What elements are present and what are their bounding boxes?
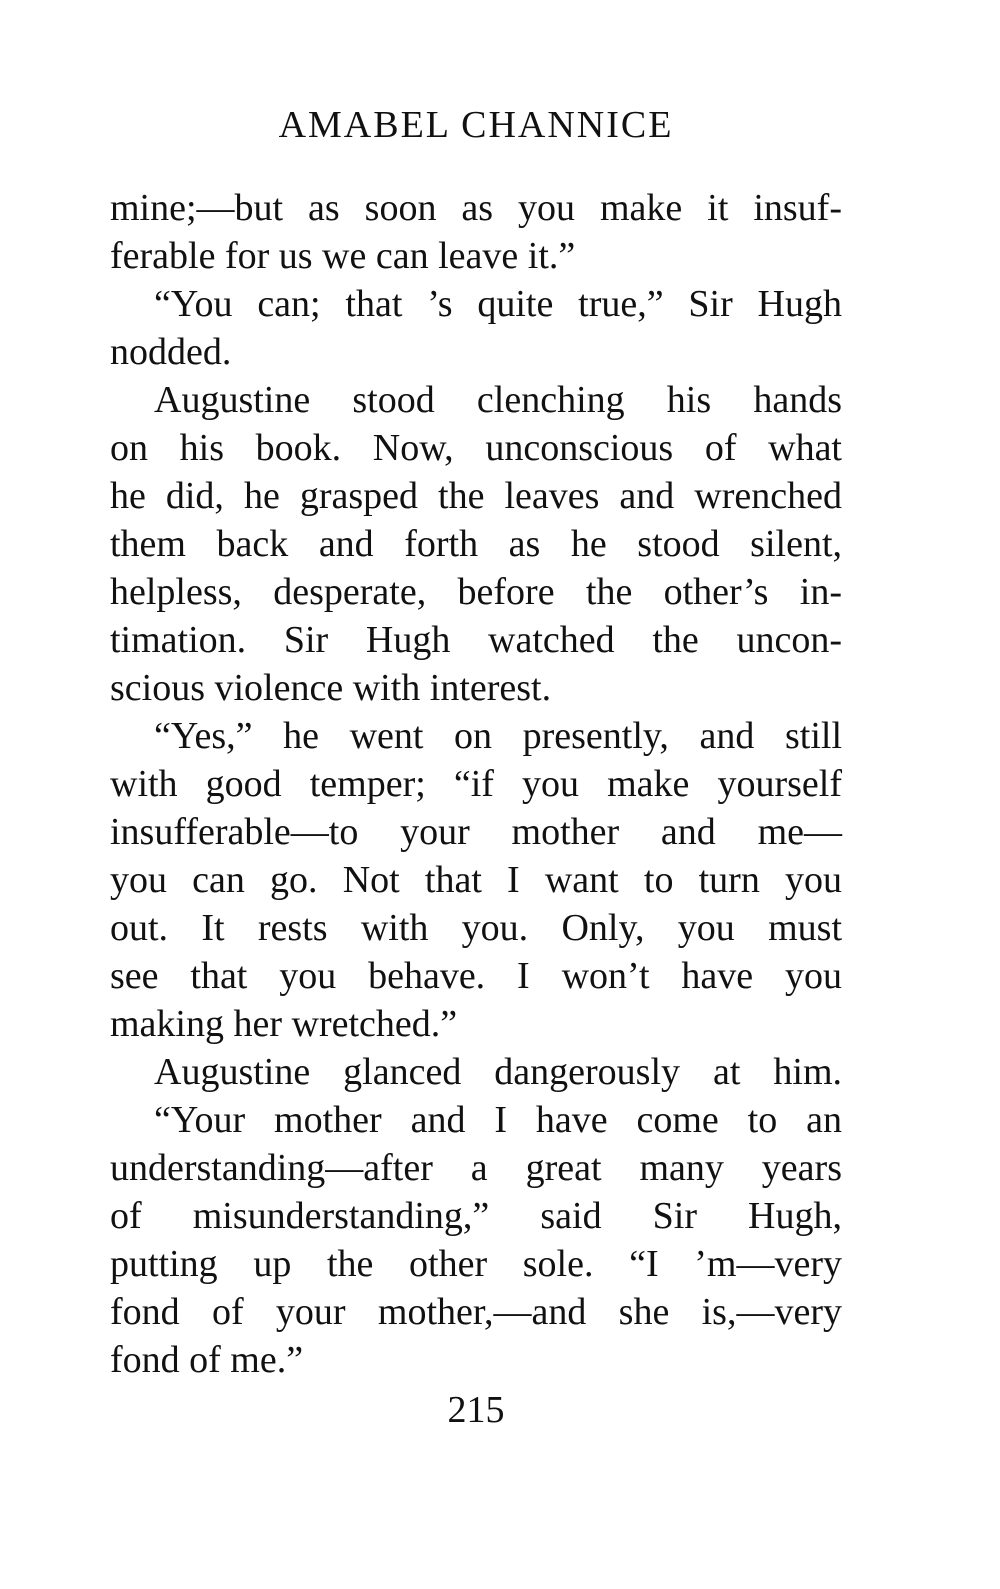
text-line: “Yes,” he went on presently, and still xyxy=(154,715,842,757)
text-line: scious violence with interest. xyxy=(110,667,552,709)
text-line: of misunderstanding,” said Sir Hugh, xyxy=(110,1195,842,1237)
text-line: fond of your mother,—and she is,—very xyxy=(110,1291,842,1333)
text-line: fond of me.” xyxy=(110,1339,304,1381)
text-line: timation. Sir Hugh watched the uncon- xyxy=(110,619,842,661)
text-line: putting up the other sole. “I ’m—very xyxy=(110,1243,842,1285)
text-line: making her wretched.” xyxy=(110,1003,458,1045)
text-line: “You can; that ’s quite true,” Sir Hugh xyxy=(154,283,842,325)
text-line: see that you behave. I won’t have you xyxy=(110,955,842,997)
text-line: he did, he grasped the leaves and wrenched xyxy=(110,475,842,517)
running-head: AMABEL CHANNICE xyxy=(278,104,674,146)
text-line: Augustine stood clenching his hands xyxy=(154,379,842,421)
text-line: ferable for us we can leave it.” xyxy=(110,235,576,277)
text-line: helpless, desperate, before the other’s in- xyxy=(110,571,842,613)
text-line: understanding—after a great many years xyxy=(110,1147,842,1189)
page-number: 215 xyxy=(447,1389,505,1431)
text-line: with good temper; “if you make yourself xyxy=(110,763,842,805)
text-line: nodded. xyxy=(110,331,232,373)
page-body xyxy=(110,184,842,1384)
text-line: you can go. Not that I want to turn you xyxy=(110,859,842,901)
text-line: “Your mother and I have come to an xyxy=(154,1099,842,1141)
text-line: Augustine glanced dangerously at him. xyxy=(154,1051,842,1093)
text-line: out. It rests with you. Only, you must xyxy=(110,907,842,949)
text-line: insufferable—to your mother and me— xyxy=(110,811,842,853)
text-line: them back and forth as he stood silent, xyxy=(110,523,842,565)
text-line: on his book. Now, unconscious of what xyxy=(110,427,842,469)
text-line: mine;—but as soon as you make it insuf- xyxy=(110,187,842,229)
